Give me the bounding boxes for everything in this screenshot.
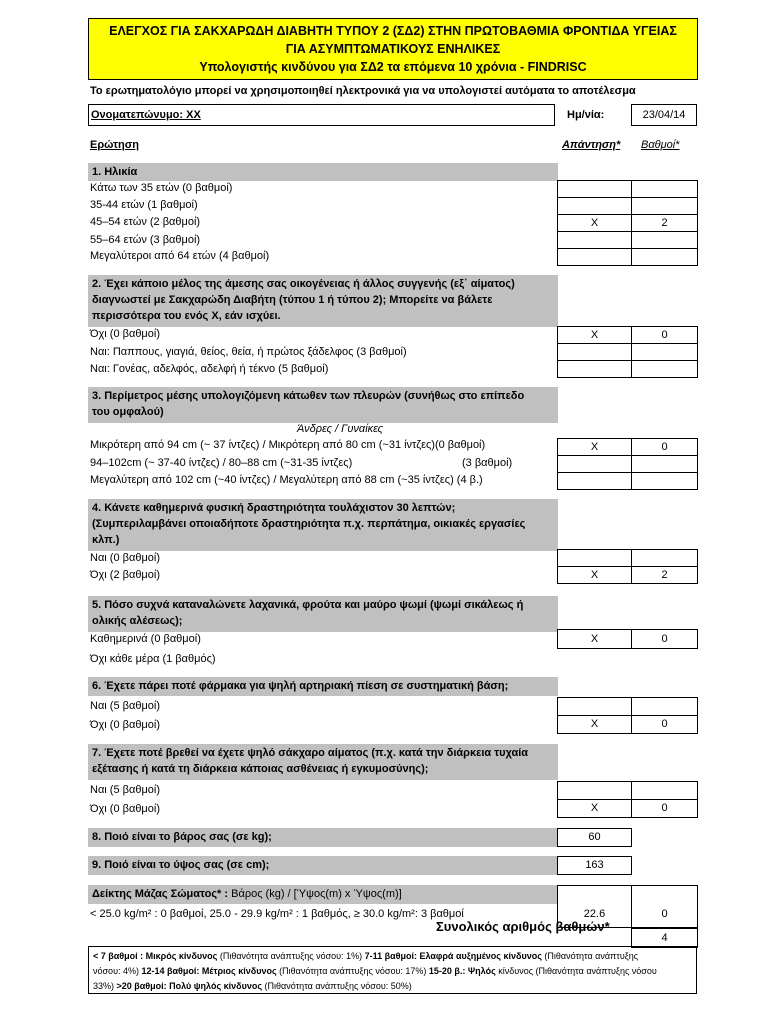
q4-points-cell [631, 549, 698, 567]
q3-subhead: Άνδρες / Γυναίκες [297, 423, 384, 435]
question-7-title [88, 744, 558, 780]
q4-points-cell: 2 [631, 566, 698, 584]
q1-answer-cell[interactable]: X [557, 214, 632, 232]
bmi-value: 22.6 [557, 885, 632, 928]
header-title-line3: Υπολογιστής κινδύνου για ΣΔ2 τα επόμενα 10 χρόνια - FINDRISC [199, 60, 587, 74]
legend-very-high: >20 βαθμοί: Πολύ ψηλός κίνδυνος [116, 981, 263, 991]
bmi-title-bold: Δείκτης Μάζας Σώματος* : [92, 888, 229, 900]
legend-moderate: 12-14 βαθμοί: Μέτριος κίνδυνος [141, 966, 277, 976]
legend-text: κίνδυνος (Πιθανότητα ανάπτυξης νόσου [495, 966, 657, 976]
q4-title-line: 4. Κάνετε καθημερινά φυσική δραστηριότητα τουλάχιστον 30 λεπτών; [92, 502, 456, 514]
header-title-line1: ΕΛΕΓΧΟΣ ΓΙΑ ΣΑΚΧΑΡΩΔΗ ΔΙΑΒΗΤΗ ΤΥΠΟΥ 2 (ΣΔ2) ΣΤΗΝ ΠΡΩΤΟΒΑΘΜΙΑ ΦΡΟΝΤΙΔΑ ΥΓΕΙΑΣ [109, 24, 677, 38]
height-input[interactable]: 163 [557, 856, 632, 875]
bmi-ranges: < 25.0 kg/m² : 0 βαθμοί, 25.0 - 29.9 kg/m² : 1 βαθμός, ≥ 30.0 kg/m²: 3 βαθμοί [90, 908, 464, 920]
question-1-title: 1. Ηλικία [88, 163, 558, 181]
patient-name-box [88, 104, 555, 126]
q6-answer-cell[interactable] [557, 697, 632, 716]
form-header [88, 18, 698, 80]
intro-text: Το ερωτηματολόγιο μπορεί να χρησιμοποιηθεί ηλεκτρονικά για να υπολογιστεί αυτόματα το αποτέλεσμα [90, 85, 636, 97]
question-4-title [88, 499, 558, 551]
weight-input[interactable]: 60 [557, 828, 632, 847]
q6-answer-cell[interactable]: X [557, 715, 632, 734]
total-score: 4 [631, 928, 698, 948]
bmi-points: 0 [631, 885, 698, 928]
q2-answer-cell[interactable] [557, 343, 632, 361]
q5-option: Καθημερινά (0 βαθμοί) [90, 633, 201, 645]
total-label: Συνολικός αριθμός βαθμών* [436, 919, 610, 934]
q1-points-cell [631, 180, 698, 198]
q7-option: Όχι (0 βαθμοί) [90, 803, 160, 815]
q2-option: Ναι: Παππους, γιαγιά, θείος, θεία, ή πρώτος ξάδελφος (3 βαθμοί) [90, 346, 407, 358]
header-title-line2: ΓΙΑ ΑΣΥΜΠΤΩΜΑΤΙΚΟΥΣ ΕΝΗΛΙΚΕΣ [285, 42, 501, 56]
q7-option: Ναι (5 βαθμοί) [90, 784, 161, 796]
q6-option: Όχι (0 βαθμοί) [90, 719, 160, 731]
q6-points-cell [631, 697, 698, 716]
legend-text: (Πιθανότητα ανάπτυξης νόσου: 17%) [276, 966, 429, 976]
risk-legend [88, 946, 697, 994]
question-2-title [88, 275, 558, 327]
q1-answer-cell[interactable] [557, 180, 632, 198]
legend-line [93, 979, 692, 994]
q3-answer-cell[interactable]: X [557, 438, 632, 456]
bmi-title [88, 885, 558, 904]
q2-title-line: 2. Έχει κάποιο μέλος της άμεσης σας οικογένειας ή άλλος συγγενής (εξ΄ αίματος) [92, 278, 515, 290]
q6-points-cell: 0 [631, 715, 698, 734]
q1-points-cell: 2 [631, 214, 698, 232]
question-9-title: 9. Ποιό είναι το ύψος σας (σε cm); [88, 856, 558, 875]
bmi-formula: Βάρος (kg) / [Ύψος(m) x Ύψος(m)] [228, 888, 402, 900]
q1-answer-cell[interactable] [557, 248, 632, 266]
column-question: Ερώτηση [90, 139, 140, 151]
legend-text: (Πιθανότητα ανάπτυξης νόσου: 1%) [217, 951, 365, 961]
q3-points-cell: 0 [631, 438, 698, 456]
q3-answer-cell[interactable] [557, 455, 632, 473]
legend-text: (Πιθανότητα ανάπτυξης [541, 951, 639, 961]
legend-text: (Πιθανότητα ανάπτυξης νόσου: 50%) [262, 981, 412, 991]
q4-title-line: (Συμπεριλαμβάνει οποιαδήποτε δραστηριότητα π.χ. περπάτημα, οικιακές εργασίες [92, 518, 526, 530]
column-answer: Απάντηση* [562, 139, 621, 151]
q1-answer-cell[interactable] [557, 231, 632, 249]
q2-title-line: περισσότερα του ενός Χ, εάν ισχύει. [92, 310, 281, 322]
q5-option: Όχι κάθε μέρα (1 βαθμός) [90, 653, 216, 665]
q1-option: Μεγαλύτεροι από 64 ετών (4 βαθμοί) [90, 250, 270, 262]
q4-option: Όχι (2 βαθμοί) [90, 569, 160, 581]
q3-points-cell [631, 472, 698, 490]
q4-answer-cell[interactable]: X [557, 566, 632, 584]
legend-slightly-elevated: 7-11 βαθμοί: Ελαφρά αυξημένος κίνδυνος [364, 951, 542, 961]
column-points: Βαθμοί* [641, 139, 680, 151]
patient-name: Ονοματεπώνυμο: ΧΧ [91, 109, 201, 121]
q3-option: Μεγαλύτερη από 102 cm (~40 ίντζες) / Μεγαλύτερη από 88 cm (~35 ίντζες) (4 β.) [90, 474, 483, 486]
q1-points-cell [631, 197, 698, 215]
q4-option: Ναι (0 βαθμοί) [90, 552, 161, 564]
q1-option: 35-44 ετών (1 βαθμοί) [90, 199, 198, 211]
q6-option: Ναι (5 βαθμοί) [90, 700, 161, 712]
legend-text: νόσου: 4%) [93, 966, 142, 976]
q2-option: Ναι: Γονέας, αδελφός, αδελφή ή τέκνο (5 βαθμοί) [90, 363, 329, 375]
q1-option: Κάτω των 35 ετών (0 βαθμοί) [90, 182, 233, 194]
q7-points-cell [631, 781, 698, 800]
q2-answer-cell[interactable]: X [557, 326, 632, 344]
q4-answer-cell[interactable] [557, 549, 632, 567]
q5-title-line: 5. Πόσο συχνά καταναλώνετε λαχανικά, φρούτα και μαύρο ψωμί (ψωμί σικάλεως ή [92, 599, 524, 611]
q2-points-cell: 0 [631, 326, 698, 344]
q2-title-line: διαγνωστεί με Σακχαρώδη Διαβήτη (τύπου 1 ή τύπου 2); Μπορείτε να βάλετε [92, 294, 493, 306]
legend-line [93, 964, 692, 979]
q7-points-cell: 0 [631, 799, 698, 818]
q3-title-line: 3. Περίμετρος μέσης υπολογιζόμενη κάτωθεν των πλευρών (συνήθως στο επίπεδο [92, 390, 525, 402]
q2-option: Όχι (0 βαθμοί) [90, 328, 160, 340]
q3-title-line: του ομφαλού) [92, 406, 164, 418]
q4-title-line: κλπ.) [92, 534, 120, 546]
q1-answer-cell[interactable] [557, 197, 632, 215]
legend-high: 15-20 β.: Ψηλός [428, 966, 496, 976]
legend-text: 33%) [93, 981, 117, 991]
question-6-title: 6. Έχετε πάρει ποτέ φάρμακα για ψηλή αρτηριακή πίεση σε συστηματική βάση; [88, 677, 558, 696]
question-5-title [88, 596, 558, 632]
q1-option: 45–54 ετών (2 βαθμοί) [90, 216, 201, 228]
q3-points-cell [631, 455, 698, 473]
q5-answer-cell[interactable]: X [557, 629, 632, 649]
q2-points-cell [631, 343, 698, 361]
date-field[interactable]: 23/04/14 [631, 104, 697, 126]
q2-answer-cell[interactable] [557, 360, 632, 378]
q1-points-cell [631, 248, 698, 266]
q1-points-cell [631, 231, 698, 249]
legend-low-risk: < 7 βαθμοί : Μικρός κίνδυνος [93, 951, 218, 961]
q7-title-line: 7. Έχετε ποτέ βρεθεί να έχετε ψηλό σάκχαρο αίματος (π.χ. κατά την διάρκεια τυχαία [92, 747, 529, 759]
q7-title-line: εξέτασης ή κατά τη διάρκεια κάποιας ασθένειας ή εγκυμοσύνης); [92, 763, 429, 775]
q5-points-cell: 0 [631, 629, 698, 649]
q3-option-points-note: (3 βαθμοί) [462, 457, 513, 469]
q3-option: 94–102cm (~ 37-40 ίντζες) / 80–88 cm (~31-35 ίντζες) [90, 457, 353, 469]
q7-answer-cell[interactable]: X [557, 799, 632, 818]
question-3-title [88, 387, 558, 423]
q3-option: Μικρότερη από 94 cm (~ 37 ίντζες) / Μικρότερη από 80 cm (~31 ίντζες)(0 βαθμοί) [90, 439, 486, 451]
q2-points-cell [631, 360, 698, 378]
date-label: Ημ/νία: [567, 109, 605, 121]
q1-option: 55–64 ετών (3 βαθμοί) [90, 234, 201, 246]
q3-answer-cell[interactable] [557, 472, 632, 490]
legend-line [93, 949, 692, 964]
q7-answer-cell[interactable] [557, 781, 632, 800]
question-8-title: 8. Ποιό είναι το βάρος σας (σε kg); [88, 828, 558, 847]
q5-title-line: ολικής αλέσεως); [92, 615, 183, 627]
